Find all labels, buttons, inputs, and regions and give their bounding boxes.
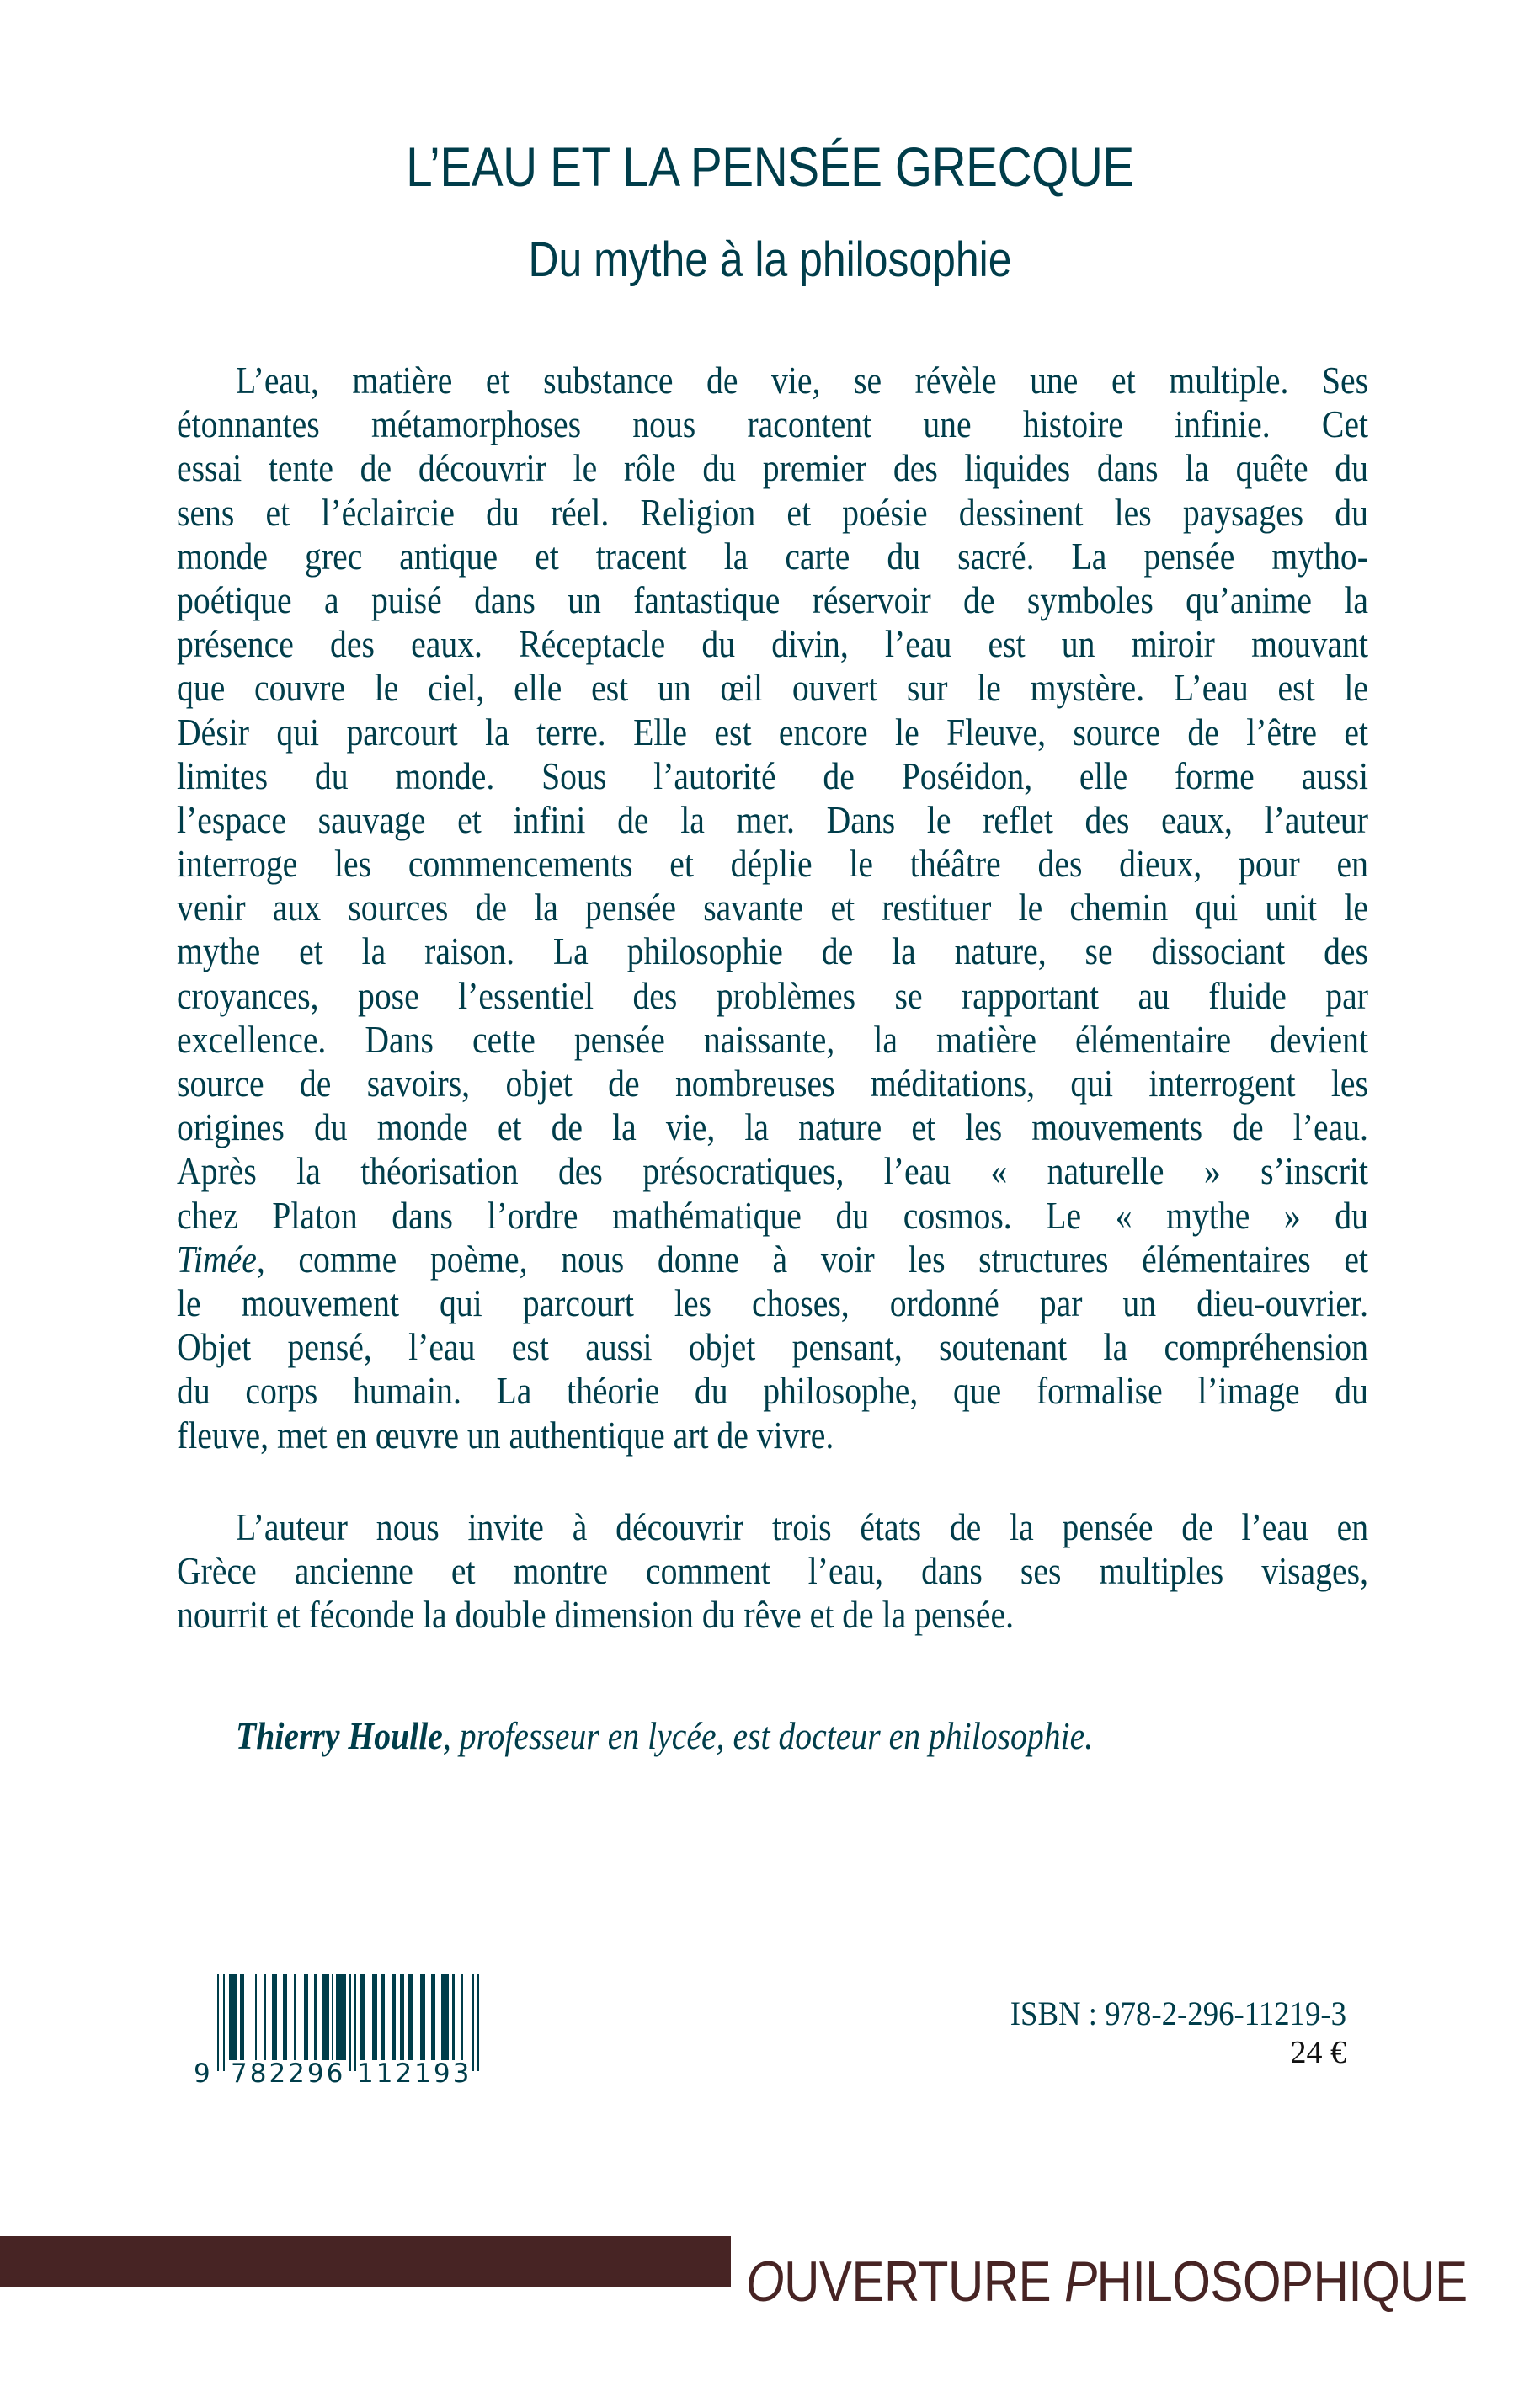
blurb-line-text: Après la théorisation des présocratiques, l’eau « naturelle » s’inscrit [177, 1149, 1368, 1193]
blurb-line-text: mythe et la raison. La philosophie de la nature, se dissociant des [177, 929, 1368, 973]
blurb-line-text: source de savoirs, objet de nombreuses méditations, qui interrogent les [177, 1062, 1368, 1105]
author-note [236, 1714, 1471, 1758]
blurb-line-text: Désir qui parcourt la terre. Elle est encore le Fleuve, source de l’être et [177, 710, 1368, 754]
author-name: Thierry Houlle [236, 1714, 443, 1757]
blurb-line [177, 1414, 1368, 1457]
blurb-line-text: monde grec antique et tracent la carte du sacré. La pensée mytho- [177, 534, 1368, 578]
blurb-line [177, 1369, 1368, 1413]
series-word-2-rest: HILOSOPHIQUE [1096, 2250, 1468, 2314]
blurb-line [177, 1105, 1368, 1149]
blurb-paragraph-1 [177, 359, 1368, 1457]
blurb-line [177, 1281, 1368, 1325]
blurb-line [177, 1194, 1368, 1238]
blurb-line [177, 446, 1368, 490]
blurb-line [177, 1549, 1368, 1593]
blurb-line [177, 754, 1368, 798]
blurb-line [177, 359, 1368, 402]
series-color-bar [0, 2236, 731, 2287]
blurb-line [177, 1018, 1368, 1062]
barcode-icon [194, 1974, 487, 2089]
blurb-line-text: présence des eaux. Réceptacle du divin, l’eau est un miroir mouvant [177, 622, 1368, 666]
blurb-line [177, 622, 1368, 666]
blurb-line [177, 842, 1368, 886]
blurb-line-text: du corps humain. La théorie du philosophe, que formalise l’image du [177, 1369, 1368, 1413]
blurb-line-text: croyances, pose l’essentiel des problèmes se rapportant au fluide par [177, 973, 1368, 1017]
barcode-digits-right: 112193 [357, 2058, 472, 2089]
blurb-line [177, 798, 1368, 842]
barcode-digit-first: 9 [194, 2058, 210, 2089]
blurb-line-text: L’eau, matière et substance de vie, se révèle une et multiple. Ses [236, 359, 1369, 402]
blurb-line [177, 535, 1368, 578]
blurb-line-text: L’auteur nous invite à découvrir trois états de la pensée de l’eau en [236, 1505, 1369, 1548]
blurb-line [177, 1593, 1368, 1637]
blurb-line [177, 1149, 1368, 1193]
blurb-line-text: le mouvement qui parcourt les choses, ordonné par un dieu-ouvrier. [177, 1281, 1368, 1324]
italic-title: Timée [177, 1237, 257, 1281]
blurb-line [177, 1505, 1368, 1549]
blurb-line [177, 666, 1368, 710]
series-name [746, 2248, 1468, 2315]
blurb-line-text: poétique a puisé dans un fantastique réservoir de symboles qu’anime la [177, 578, 1368, 621]
book-subtitle: Du mythe à la philosophie [528, 232, 1012, 287]
blurb-line [177, 402, 1368, 446]
blurb-line-text: fleuve, met en œuvre un authentique art de vivre. [177, 1413, 834, 1457]
blurb-line-text: limites du monde. Sous l’autorité de Poséidon, elle forme aussi [177, 754, 1368, 797]
isbn-barcode [194, 1974, 487, 2089]
blurb-line [177, 491, 1368, 535]
blurb-line [177, 886, 1368, 929]
blurb-line-text: excellence. Dans cette pensée naissante, la matière élémentaire devient [177, 1017, 1368, 1061]
author-bio: , professeur en lycée, est docteur en philosophie. [442, 1714, 1094, 1757]
isbn-number: ISBN : 978-2-296-11219-3 [1010, 1995, 1346, 2032]
blurb-line-text: origines du monde et de la vie, la nature et les mouvements de l’eau. [177, 1105, 1368, 1149]
blurb-line-text: chez Platon dans l’ordre mathématique du cosmos. Le « mythe » du [177, 1193, 1368, 1237]
price: 24 € [1290, 2035, 1346, 2070]
blurb-line-text: que couvre le ciel, elle est un œil ouvert sur le mystère. L’eau est le [177, 666, 1368, 710]
blurb-line-text: interroge les commencements et déplie le théâtre des dieux, pour en [177, 842, 1368, 886]
blurb-line-text: nourrit et féconde la double dimension du rêve et de la pensée. [177, 1593, 1015, 1637]
blurb-line-text: Grèce ancienne et montre comment l’eau, dans ses multiples visages, [177, 1549, 1368, 1593]
blurb-line-text: sens et l’éclaircie du réel. Religion et poésie dessinent les paysages du [177, 490, 1368, 534]
blurb-line-text: Objet pensé, l’eau est aussi objet pensant, soutenant la compréhension [177, 1325, 1368, 1369]
blurb-line [177, 1062, 1368, 1105]
blurb-line [177, 929, 1368, 973]
blurb-line-text: essai tente de découvrir le rôle du premier des liquides dans la quête du [177, 446, 1368, 490]
book-title: L’EAU ET LA PENSÉE GRECQUE [406, 136, 1134, 198]
series-initial-o: O [746, 2250, 785, 2314]
blurb-line [177, 974, 1368, 1018]
blurb-line-text: l’espace sauvage et infini de la mer. Dans le reflet des eaux, l’auteur [177, 797, 1368, 841]
blurb-line [177, 1238, 1368, 1281]
barcode-digits-left: 782296 [231, 2058, 346, 2089]
blurb-line-rest: , comme poème, nous donne à voir les structures élémentaires et [256, 1237, 1368, 1281]
series-initial-p: P [1064, 2250, 1097, 2314]
series-word-1-rest: UVERTURE [784, 2250, 1065, 2314]
blurb-line [177, 578, 1368, 622]
blurb-line-text [177, 1238, 1368, 1281]
blurb-line [177, 711, 1368, 754]
blurb-line-text: venir aux sources de la pensée savante et restituer le chemin qui unit le [177, 886, 1368, 929]
blurb-paragraph-2 [177, 1505, 1368, 1638]
blurb-line-text: étonnantes métamorphoses nous racontent une histoire infinie. Cet [177, 402, 1368, 446]
blurb-line [177, 1325, 1368, 1369]
